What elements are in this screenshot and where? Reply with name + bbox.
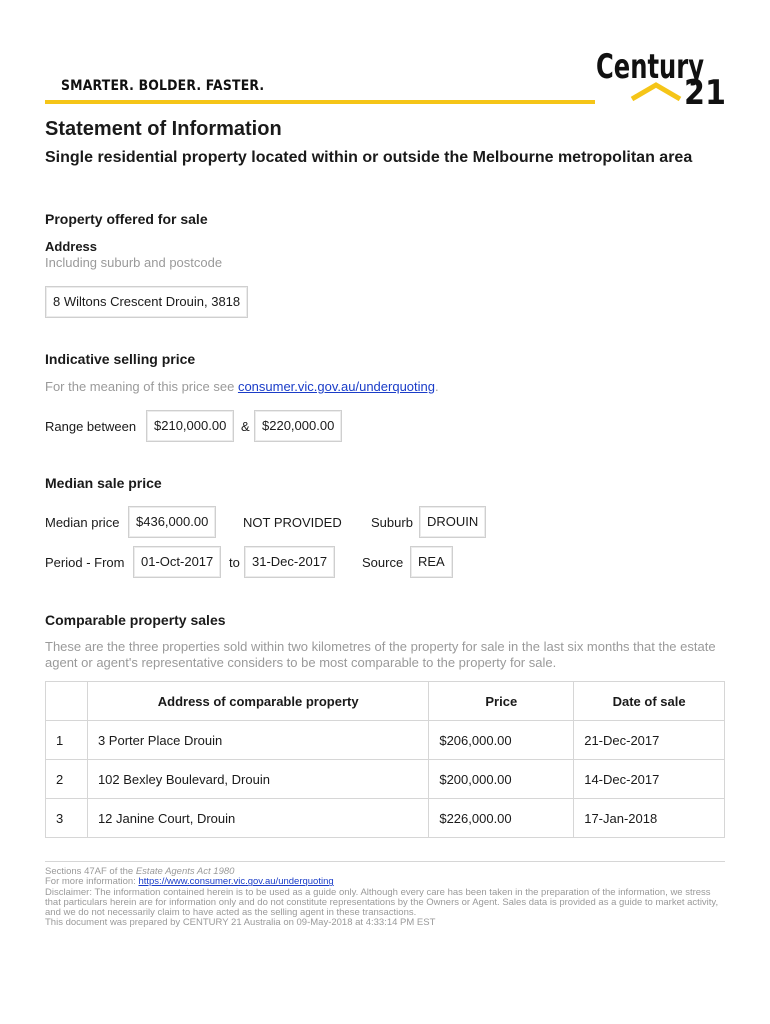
suburb-field: DROUIN (419, 506, 486, 538)
table-row (46, 721, 725, 760)
table-row (46, 799, 725, 838)
logo-roof-icon (632, 85, 680, 99)
more-info-prefix: For more information: (45, 876, 139, 888)
table-row (46, 760, 725, 799)
meaning-suffix: . (435, 379, 439, 394)
row-address: 12 Janine Court, Drouin (87, 799, 428, 838)
page-subtitle: Single residential property located within or outside the Melbourne metropolitan area (45, 149, 693, 166)
act-name: Estate Agents Act 1980 (135, 866, 235, 877)
property-type-value: NOT PROVIDED (243, 515, 342, 530)
row-address: 3 Porter Place Drouin (87, 721, 428, 760)
column-header-address: Address of comparable property (87, 682, 428, 721)
underquoting-link[interactable]: consumer.vic.gov.au/underquoting (237, 379, 435, 394)
median-heading: Median sale price (45, 475, 162, 491)
median-value-field: $436,000.00 (128, 506, 216, 538)
century21-logo (596, 44, 728, 106)
comparable-description: These are the three properties sold within two kilometres of the property for sale in the last six months that the estate agent or agent's representative considers to be most comparable to the property for sale. (45, 639, 716, 670)
property-heading: Property offered for sale (45, 211, 208, 227)
footer-prepared: This document was prepared by CENTURY 21 Australia on 09-May-2018 at 4:33:14 PM EST (45, 917, 436, 929)
indicative-heading: Indicative selling price (45, 351, 196, 367)
row-address: 102 Bexley Boulevard, Drouin (87, 760, 428, 799)
address-field: 8 Wiltons Crescent Drouin, 3818 (45, 286, 248, 318)
comparable-heading: Comparable property sales (45, 612, 226, 628)
row-number: 2 (46, 760, 88, 799)
row-number: 1 (46, 721, 88, 760)
logo-wordmark: Century (596, 47, 704, 87)
table-header-row (46, 682, 725, 721)
header-divider (45, 100, 595, 104)
row-date: 21-Dec-2017 (574, 721, 725, 760)
footer-disclaimer: Disclaimer: The information contained herein is to be used as a guide only. Although every care has been taken in the preparation of the information, we stress that particulars herein are for information only and do not constitute representations by the Owners or Agent. Sales data is provided as a guide to market activity, and we do not necessarily claim to have acted as the selling agent in these transactions. (45, 886, 719, 919)
row-number: 3 (46, 799, 88, 838)
range-high-field: $220,000.00 (254, 410, 342, 442)
period-to-field: 31-Dec-2017 (244, 546, 335, 578)
logo-number: 21 (684, 73, 726, 106)
row-date: 17-Jan-2018 (574, 799, 725, 838)
median-label: Median price (45, 515, 120, 530)
more-info-link[interactable]: https://www.consumer.vic.gov.au/underquoting (138, 876, 334, 888)
column-header-number (46, 682, 88, 721)
footer-divider (45, 861, 725, 862)
column-header-price: Price (429, 682, 574, 721)
period-from-field: 01-Oct-2017 (133, 546, 221, 578)
range-low-field: $210,000.00 (146, 410, 234, 442)
row-price: $206,000.00 (429, 721, 574, 760)
footer (45, 867, 725, 929)
row-price: $226,000.00 (429, 799, 574, 838)
source-label: Source (362, 555, 404, 570)
slogan: SMARTER. BOLDER. FASTER. (61, 78, 265, 94)
comparable-sales-table (45, 681, 725, 838)
source-field: REA (410, 546, 453, 578)
range-label: Range between (45, 419, 137, 434)
meaning-text (45, 379, 439, 394)
row-date: 14-Dec-2017 (574, 760, 725, 799)
page-title: Statement of Information (45, 118, 282, 140)
period-to-label: to (229, 555, 240, 570)
period-label: Period - From (45, 555, 125, 570)
sections-prefix: Sections 47AF of the (45, 866, 136, 877)
meaning-prefix: For the meaning of this price see (45, 379, 238, 394)
address-label: Address (45, 239, 98, 254)
column-header-date: Date of sale (574, 682, 725, 721)
range-separator: & (241, 419, 250, 434)
address-hint: Including suburb and postcode (45, 255, 223, 270)
row-price: $200,000.00 (429, 760, 574, 799)
suburb-label: Suburb (371, 515, 413, 530)
